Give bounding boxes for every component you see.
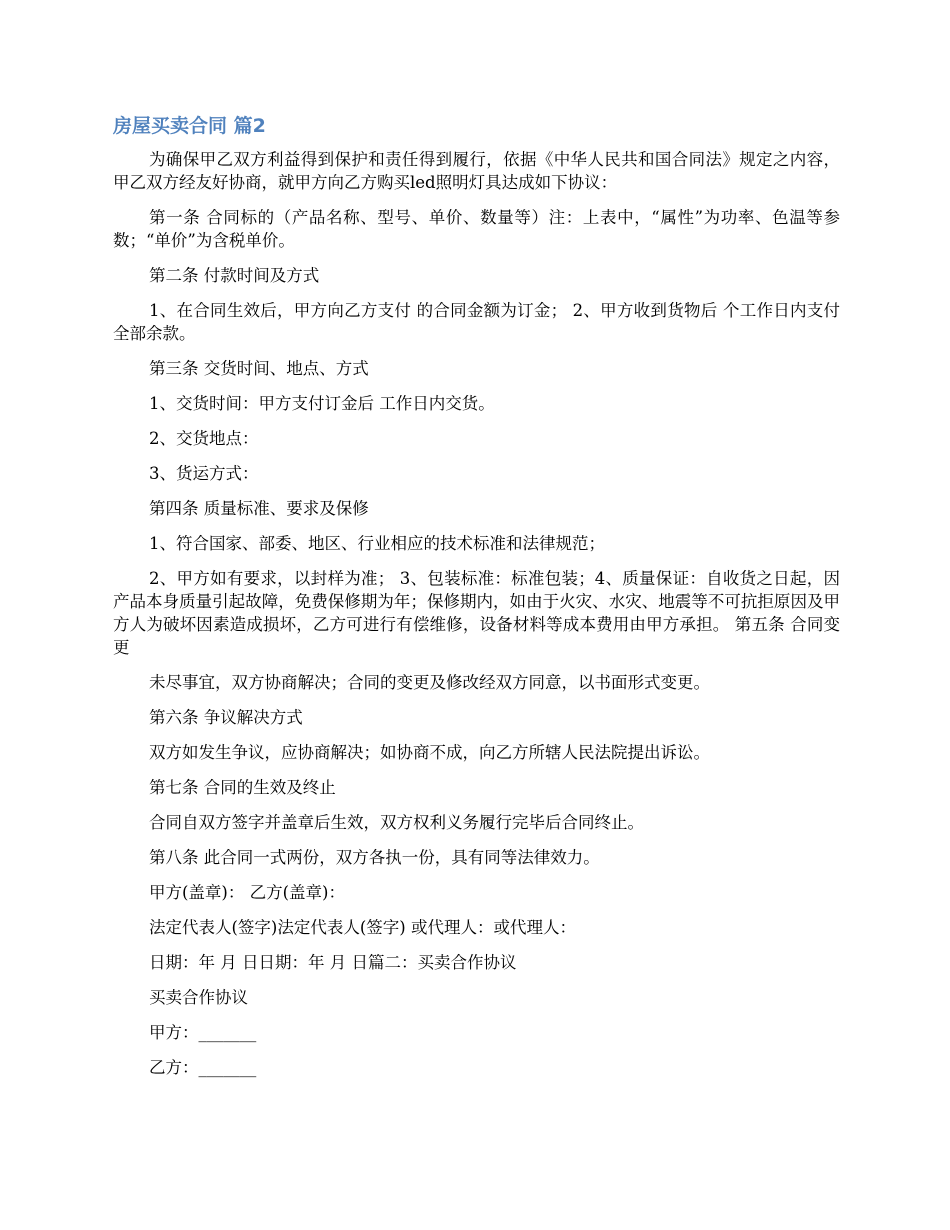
paragraph-article-2-title: 第二条 付款时间及方式 (149, 266, 320, 285)
paragraph-article-8: 第八条 此合同一式两份，双方各执一份，具有同等法律效力。 (149, 848, 600, 867)
paragraph-article-3-title: 第三条 交货时间、地点、方式 (149, 359, 369, 378)
paragraph-article-6-title: 第六条 争议解决方式 (149, 708, 303, 727)
paragraph-delivery-time: 1、交货时间：甲方支付订金后 工作日内交货。 (149, 394, 495, 413)
paragraph-article-4-title: 第四条 质量标准、要求及保修 (149, 499, 369, 518)
paragraph-dates: 日期：年 月 日日期：年 月 日篇二：买卖合作协议 (149, 953, 517, 972)
paragraph-standards: 1、符合国家、部委、地区、行业相应的技术标准和法律规范； (149, 534, 605, 553)
paragraph-quality-warranty: 2、甲方如有要求，以封样为准； 3、包装标准：标准包装；4、质量保证：自收货之日起，因产品本身质量引起故障，免费保修期为年；保修期内，如由于火灾、水灾、地震等不可抗拒原因及甲方人为破坏因素造成损坏，乙方可进行有偿维修，设备材料等成本费用由甲方承担。 第五条 合同变更 (113, 569, 840, 657)
paragraph-seals: 甲方(盖章)： 乙方(盖章)： (149, 883, 345, 902)
paragraph-article-2-body: 1、在合同生效后，甲方向乙方支付 的合同金额为订金； 2、甲方收到货物后 个工作日内支付全部余款。 (113, 301, 840, 343)
paragraph-article-1: 第一条 合同标的（产品名称、型号、单价、数量等）注：上表中，“属性”为功率、色温等参数；“单价”为含税单价。 (113, 208, 840, 250)
paragraph-party-b: 乙方：_______ (149, 1058, 257, 1077)
document-body (113, 148, 840, 1079)
paragraph-representatives: 法定代表人(签字)法定代表人(签字) 或代理人：或代理人： (149, 918, 576, 937)
paragraph-article-7-title: 第七条 合同的生效及终止 (149, 778, 336, 797)
paragraph-effect: 合同自双方签字并盖章后生效，双方权利义务履行完毕后合同终止。 (149, 813, 644, 832)
paragraph-unresolved-matters: 未尽事宜，双方协商解决；合同的变更及修改经双方同意，以书面形式变更。 (149, 673, 710, 692)
paragraph-delivery-place: 2、交货地点： (149, 429, 259, 448)
document-page (113, 112, 840, 1091)
paragraph-second-title: 买卖合作协议 (149, 988, 248, 1007)
page-title: 房屋买卖合同 篇2 (113, 115, 266, 137)
paragraph-intro: 为确保甲乙双方利益得到保护和责任得到履行，依据《中华人民共和国合同法》规定之内容，甲乙双方经友好协商，就甲方向乙方购买led照明灯具达成如下协议： (113, 150, 840, 192)
paragraph-dispute: 双方如发生争议，应协商解决；如协商不成，向乙方所辖人民法院提出诉讼。 (149, 743, 710, 762)
paragraph-party-a: 甲方：_______ (149, 1023, 257, 1042)
paragraph-shipping-method: 3、货运方式： (149, 464, 259, 483)
